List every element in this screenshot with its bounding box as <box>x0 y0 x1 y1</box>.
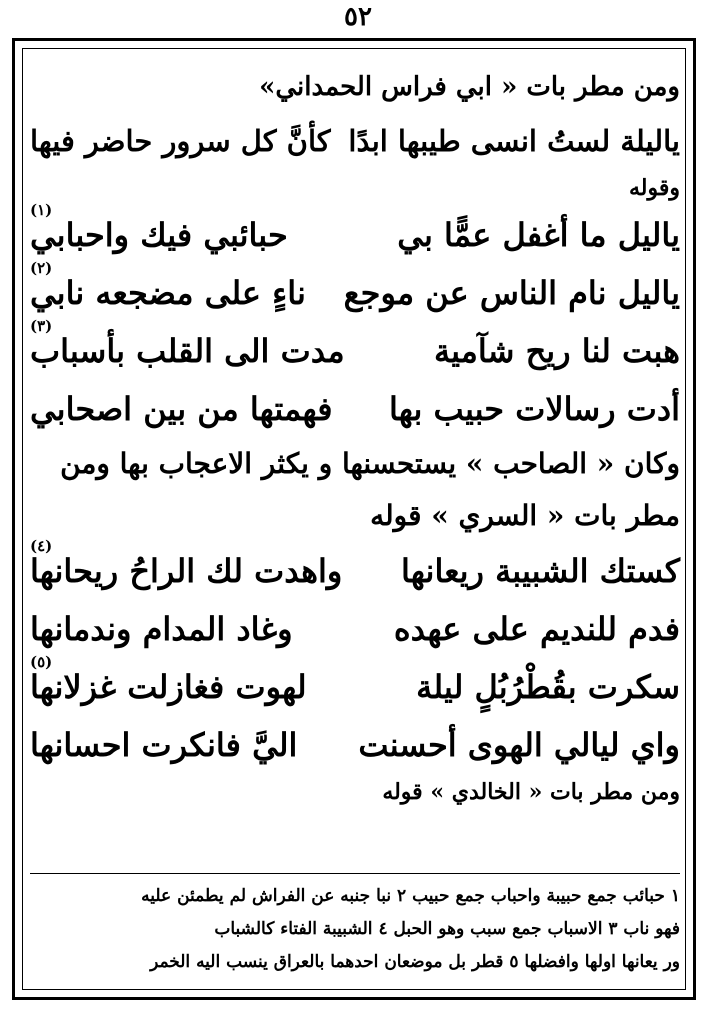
main-text <box>30 62 680 810</box>
verse-first-hemistich: ياليل نام الناس عن موجع <box>343 274 680 312</box>
verse-first-hemistich: سكرت بقُطْرُبُلٍ ليلة <box>416 668 680 706</box>
footnote-marker: (٤) <box>30 537 53 555</box>
verse-line <box>30 653 680 716</box>
footnote-marker: (١) <box>30 201 53 219</box>
prose-line: وكان « الصاحب » يستحسنها و يكثر الاعجاب بها ومن <box>60 447 680 480</box>
verse-first-hemistich: كستك الشبيبة ريعانها <box>401 552 680 590</box>
verse-first-hemistich: هبت لنا ريح شآمية <box>433 332 680 370</box>
verse-first-hemistich: أدت رسالات حبيب بها <box>389 390 680 428</box>
verse-line <box>30 716 680 774</box>
verse-first-hemistich: واي ليالي الهوى أحسنت <box>358 726 680 764</box>
footnote-marker: (٢) <box>30 259 53 277</box>
footnotes <box>30 880 680 979</box>
verse-second-hemistich: وغاد المدام وندمانها <box>30 610 293 648</box>
prose-line: وقوله <box>628 175 680 201</box>
verse-line <box>30 112 680 170</box>
page-number: ٥٢ <box>344 2 372 32</box>
verse-second-hemistich: واهدت لك الراحُ ريحانها <box>30 552 343 590</box>
verse-second-hemistich: فهمتها من بين اصحابي <box>30 390 333 428</box>
verse-second-hemistich: كأنَّ كل سرور حاضر فيها <box>30 124 331 158</box>
prose-line: مطر بات « السري » قوله <box>370 499 680 532</box>
verse-second-hemistich: حبائبي فيك واحبابي <box>30 216 288 254</box>
heading-abi-firas: ومن مطر بات « ابي فراس الحمداني» <box>259 72 680 102</box>
verse-second-hemistich: ناءٍ على مضجعه نابي <box>30 274 306 312</box>
verse-first-hemistich: ياليلة لستُ انسى طيبها ابدًا <box>348 124 680 158</box>
verse-second-hemistich: لهوت فغازلت غزلانها <box>30 668 307 706</box>
verse-line <box>30 259 680 322</box>
verse-first-hemistich: ياليل ما أغفل عمًّا بي <box>397 216 680 254</box>
verse-line <box>30 380 680 438</box>
verse-line <box>30 317 680 380</box>
footnote-divider <box>30 873 680 874</box>
verse-line <box>30 600 680 658</box>
verse-second-hemistich: مدت الى القلب بأسباب <box>30 332 345 370</box>
footnote-marker: (٣) <box>30 317 53 335</box>
footnote-marker: (٥) <box>30 653 53 671</box>
verse-second-hemistich: اليَّ فانكرت احسانها <box>30 726 298 764</box>
footnote-line: فهو ناب ٣ الاسباب جمع سبب وهو الحبل ٤ الشبيبة الفتاء كالشباب <box>214 919 680 939</box>
verse-first-hemistich: فدم للنديم على عهده <box>393 610 680 648</box>
verse-line <box>30 201 680 264</box>
prose-line: ومن مطر بات « الخالدي » قوله <box>382 779 680 805</box>
verse-line <box>30 537 680 600</box>
footnote-line: ١ حبائب جمع حبيبة واحباب جمع حبيب ٢ نبا جنبه عن الفراش لم يطمئن عليه <box>141 886 680 906</box>
footnote-line: ور يعانها اولها وافضلها ٥ قطر بل موضعان احدهما بالعراق ينسب اليه الخمر <box>150 952 680 972</box>
